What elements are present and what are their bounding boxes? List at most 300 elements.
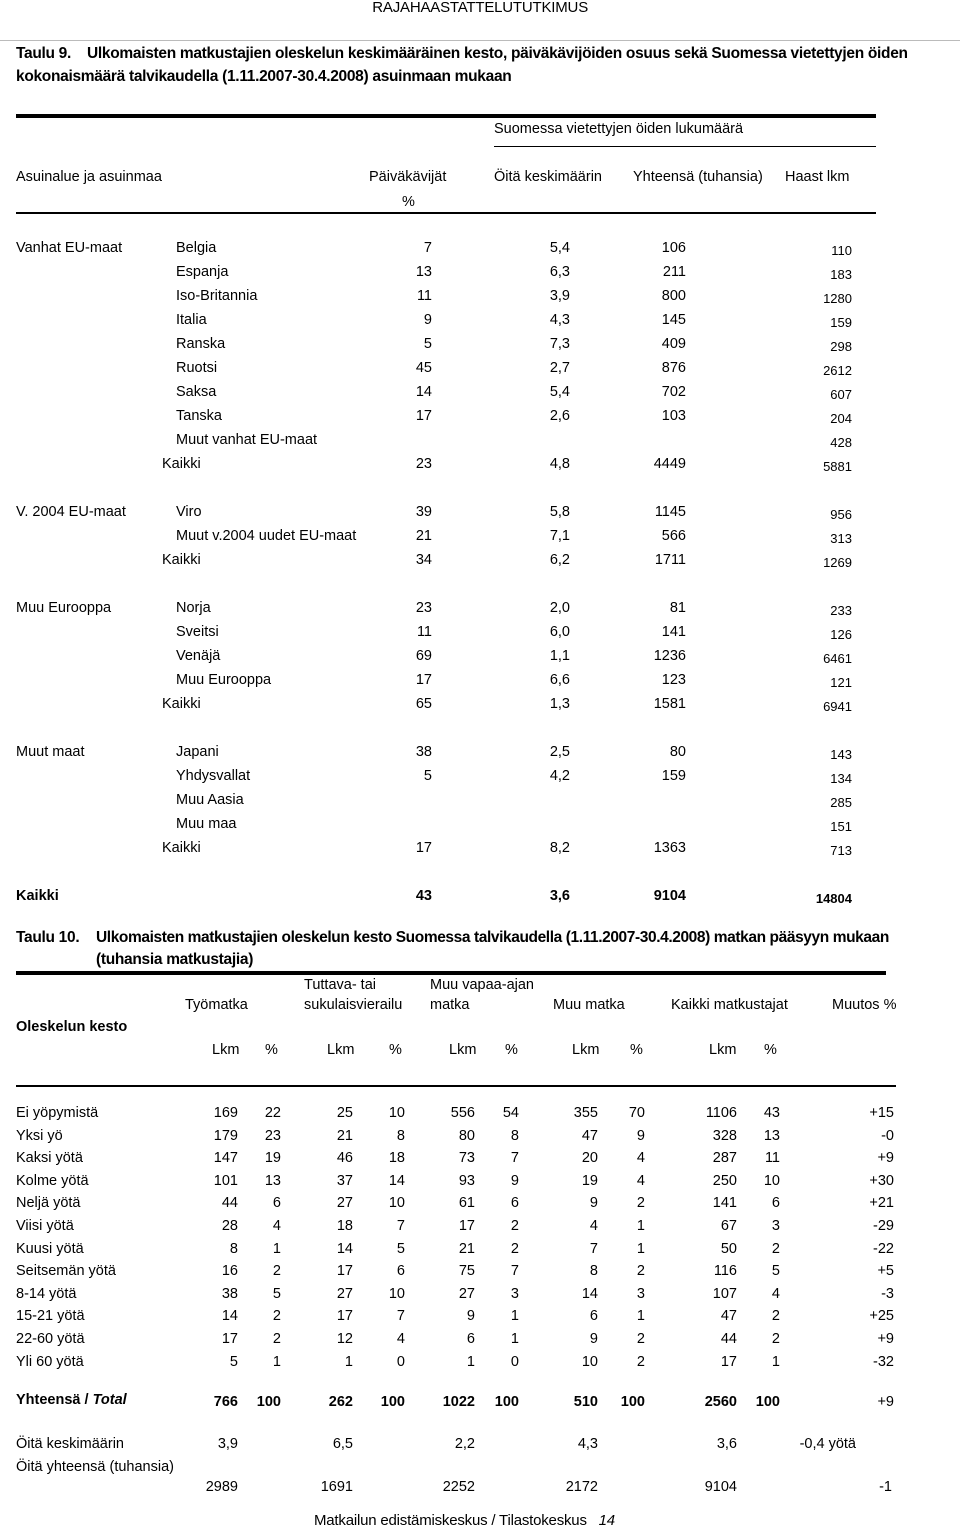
- row-value: 169: [213, 1105, 238, 1121]
- row-country: Ranska: [176, 336, 226, 352]
- table-row-subtotal: [16, 696, 876, 716]
- row-avg: 6,6: [549, 672, 570, 688]
- row-total: 1581: [653, 696, 686, 712]
- row-value: 6: [589, 1308, 598, 1325]
- table-row: [16, 432, 876, 452]
- col-tyomatka: Työmatka: [185, 997, 248, 1013]
- row-value: 7: [510, 1150, 519, 1167]
- row-country: Kaikki: [162, 456, 201, 472]
- row-value: 1: [272, 1240, 281, 1257]
- row-haast: 159: [830, 315, 852, 330]
- row-value: 101: [213, 1172, 238, 1189]
- row-group: Muu Eurooppa: [16, 600, 112, 616]
- table-row-grand-total: [16, 888, 876, 908]
- row-country: Tanska: [176, 408, 222, 424]
- row-value: 8: [589, 1263, 598, 1280]
- row-value: 2: [771, 1308, 780, 1325]
- table-row: [16, 528, 876, 548]
- row-value: 9: [510, 1172, 519, 1189]
- table-row: [16, 288, 876, 308]
- row-pct: 38: [415, 744, 432, 760]
- table-row: [16, 240, 876, 260]
- avg-value: 3,6: [716, 1436, 737, 1452]
- row-value: 1106: [705, 1105, 737, 1121]
- row-avg: 2,7: [549, 360, 570, 376]
- row-value: 3: [636, 1285, 645, 1302]
- row-pct: 13: [415, 264, 432, 280]
- total-value: 100: [755, 1394, 780, 1410]
- row-country: Muut vanhat EU-maat: [176, 432, 318, 448]
- row-haast: 6461: [823, 651, 852, 666]
- row-pct: 5: [423, 336, 432, 352]
- row-label: Kuusi yötä: [16, 1240, 84, 1257]
- row-country: Muu maa: [176, 816, 237, 832]
- row-value: 4: [589, 1218, 598, 1234]
- col-muutos: Muutos %: [832, 997, 897, 1013]
- row-total: 566: [661, 528, 686, 544]
- row-value: 13: [264, 1172, 281, 1189]
- total-change: +9: [877, 1394, 894, 1410]
- row-pct: 69: [415, 648, 432, 664]
- row-value: 9: [466, 1308, 475, 1325]
- row-total: 1711: [654, 552, 686, 568]
- row-value: 1: [344, 1353, 353, 1370]
- row-value: 10: [581, 1353, 598, 1370]
- row-total: 211: [662, 264, 686, 280]
- row-value: 9: [589, 1195, 598, 1212]
- row-change: +9: [877, 1150, 894, 1167]
- row-total: 1236: [653, 648, 686, 664]
- row-value: 4: [636, 1172, 645, 1189]
- table9-col-day-unit: %: [402, 194, 415, 210]
- table9-col-region: Asuinalue ja asuinmaa: [16, 169, 162, 185]
- row-value: 7: [510, 1263, 519, 1280]
- row-haast: 183: [830, 267, 852, 282]
- row-group: Vanhat EU-maat: [16, 240, 123, 256]
- row-avg: 6,0: [549, 624, 570, 640]
- row-value: 21: [458, 1240, 475, 1257]
- table-row: [16, 384, 876, 404]
- row-total: 123: [661, 672, 686, 688]
- row-country: Kaikki: [162, 840, 201, 856]
- row-value: 9: [636, 1127, 645, 1144]
- row-value: 18: [336, 1218, 353, 1234]
- table-row: [16, 648, 876, 668]
- row-pct: 7: [423, 240, 432, 256]
- row-label: 8-14 yötä: [16, 1285, 77, 1302]
- row-value: 1: [466, 1353, 475, 1370]
- row-avg: 2,0: [549, 600, 570, 616]
- total-label: [16, 1392, 127, 1408]
- row-pct: 23: [415, 600, 432, 616]
- row-value: 2: [771, 1331, 780, 1347]
- row-haast: 143: [830, 747, 852, 762]
- row-value: 20: [581, 1150, 598, 1167]
- row-value: 9: [589, 1331, 598, 1347]
- total-label-italic: Total: [92, 1392, 127, 1408]
- row-change: -32: [873, 1353, 894, 1370]
- row-avg: 4,2: [549, 768, 570, 784]
- row-avg: 5,8: [549, 504, 570, 520]
- row-country: Kaikki: [162, 696, 201, 712]
- avg-change: -0,4 yötä: [799, 1436, 856, 1452]
- row-country: Norja: [176, 600, 211, 616]
- table-row: [16, 312, 876, 332]
- row-pct: 5: [423, 768, 432, 784]
- row-label: Yli 60 yötä: [16, 1353, 84, 1370]
- row-change: -29: [873, 1218, 894, 1234]
- row-avg: 4,8: [549, 456, 570, 472]
- row-value: 14: [581, 1285, 598, 1302]
- table-row: [16, 792, 876, 812]
- avg-value: 6,5: [332, 1436, 353, 1452]
- row-total: 81: [669, 600, 686, 616]
- row-value: 141: [712, 1195, 737, 1212]
- table-row: [16, 264, 876, 284]
- row-value: 44: [221, 1195, 238, 1212]
- row-value: 2: [510, 1218, 519, 1234]
- row-value: 10: [763, 1172, 780, 1189]
- table-row: [16, 408, 876, 428]
- row-pct: 11: [416, 288, 432, 304]
- row-country: Muu Aasia: [176, 792, 244, 808]
- row-value: 1: [771, 1353, 780, 1370]
- row-avg: 3,6: [549, 888, 570, 904]
- row-country: Belgia: [176, 240, 217, 256]
- sum-value: 1691: [320, 1479, 353, 1495]
- row-haast: 110: [831, 243, 852, 258]
- row-change: +30: [869, 1172, 894, 1189]
- row-haast: 298: [830, 339, 852, 354]
- row-label: 15-21 yötä: [16, 1308, 85, 1325]
- row-value: 10: [388, 1105, 405, 1121]
- total-value: 100: [380, 1394, 405, 1410]
- row-country: Kaikki: [162, 552, 201, 568]
- row-label: Yksi yö: [16, 1127, 63, 1144]
- row-value: 6: [510, 1195, 519, 1212]
- row-country: Venäjä: [176, 648, 221, 664]
- row-value: 1: [510, 1308, 519, 1325]
- row-pct: 17: [415, 840, 432, 856]
- table10-header-rule: [16, 1085, 896, 1087]
- row-total: 1145: [654, 504, 686, 520]
- row-value: 2: [636, 1353, 645, 1370]
- row-label: Ei yöpymistä: [16, 1105, 99, 1121]
- row-avg: 5,4: [549, 384, 570, 400]
- row-value: 6: [396, 1263, 405, 1280]
- row-value: 5: [396, 1240, 405, 1257]
- table10-label: Taulu 10.: [16, 929, 80, 946]
- table-row: [16, 336, 876, 356]
- row-country: Muut v.2004 uudet EU-maat: [176, 528, 357, 544]
- row-value: 28: [221, 1218, 238, 1234]
- total-value: 262: [328, 1394, 353, 1410]
- row-total: 80: [669, 744, 686, 760]
- table9-col-day: Päiväkävijät: [369, 169, 447, 185]
- row-value: 61: [458, 1195, 475, 1212]
- row-haast: 204: [830, 411, 852, 426]
- unit-pct: %: [630, 1042, 643, 1058]
- row-value: 328: [712, 1127, 737, 1144]
- table-row: [16, 360, 876, 380]
- row-country: Viro: [176, 504, 202, 520]
- row-change: -22: [873, 1240, 894, 1257]
- table9-caption-line2: kokonaismäärä talvikaudella (1.11.2007-30.4.2008) asuinmaan mukaan: [16, 68, 512, 85]
- row-pct: 45: [415, 360, 432, 376]
- row-pct: 39: [415, 504, 432, 520]
- avg-label: Öitä keskimäärin: [16, 1436, 124, 1452]
- row-value: 23: [264, 1127, 281, 1144]
- row-value: 4: [771, 1285, 780, 1302]
- row-pct: 43: [415, 888, 432, 904]
- table-row: [16, 768, 876, 788]
- row-value: 4: [272, 1218, 281, 1234]
- row-value: 80: [458, 1127, 475, 1144]
- row-pct: 17: [415, 672, 432, 688]
- row-country: Ruotsi: [176, 360, 218, 376]
- footer: [314, 1512, 615, 1529]
- row-avg: 2,6: [549, 408, 570, 424]
- row-value: 19: [264, 1150, 281, 1167]
- row-value: 14: [388, 1172, 405, 1189]
- col-vapaa-line2: matka: [430, 997, 470, 1013]
- row-haast: 14804: [815, 891, 852, 906]
- row-value: 116: [713, 1263, 737, 1280]
- row-value: 2: [636, 1331, 645, 1347]
- row-total: 800: [661, 288, 686, 304]
- table-row-subtotal: [16, 552, 876, 572]
- table10-caption-line1: Ulkomaisten matkustajien oleskelun kesto Suomessa talvikaudella (1.11.2007-30.4.2008) matkan pääsyyn mukaan: [96, 929, 889, 946]
- row-value: 2: [272, 1263, 281, 1280]
- total-value: 510: [573, 1394, 598, 1410]
- col-vapaa-line1: Muu vapaa-ajan: [430, 977, 534, 993]
- row-value: 19: [581, 1172, 598, 1189]
- row-value: 6: [771, 1195, 780, 1212]
- row-haast: 1269: [823, 555, 852, 570]
- row-value: 17: [458, 1218, 475, 1234]
- row-value: 7: [589, 1240, 598, 1257]
- row-value: 14: [221, 1308, 238, 1325]
- row-value: 3: [510, 1285, 519, 1302]
- col-tuttava-line1: Tuttava- tai: [304, 977, 376, 993]
- row-country: Japani: [176, 744, 219, 760]
- row-change: +5: [877, 1263, 894, 1280]
- row-value: 3: [771, 1218, 780, 1234]
- row-label: Viisi yötä: [16, 1218, 74, 1234]
- col-muu-matka: Muu matka: [553, 997, 625, 1013]
- row-avg: 3,9: [549, 288, 570, 304]
- row-value: 93: [458, 1172, 475, 1189]
- table-row: [16, 600, 876, 620]
- row-value: 54: [502, 1105, 519, 1121]
- unit-lkm: Lkm: [327, 1042, 355, 1058]
- row-value: 1: [272, 1353, 281, 1370]
- row-value: 75: [458, 1263, 475, 1280]
- row-value: 5: [771, 1263, 780, 1280]
- row-value: 2: [636, 1195, 645, 1212]
- row-change: +25: [869, 1308, 894, 1325]
- row-change: +21: [869, 1195, 894, 1212]
- row-haast: 1280: [823, 291, 852, 306]
- header-divider: [0, 40, 960, 41]
- row-pct: 23: [415, 456, 432, 472]
- row-value: 10: [388, 1195, 405, 1212]
- row-value: 50: [720, 1240, 737, 1257]
- row-label: Neljä yötä: [16, 1195, 81, 1212]
- row-value: 2: [510, 1240, 519, 1257]
- row-avg: 4,3: [549, 312, 570, 328]
- row-total: 409: [661, 336, 686, 352]
- unit-lkm: Lkm: [212, 1042, 240, 1058]
- row-avg: 8,2: [549, 840, 570, 856]
- unit-pct: %: [505, 1042, 518, 1058]
- row-value: 27: [458, 1285, 475, 1302]
- table9-col-avg: Öitä keskimäärin: [494, 169, 602, 185]
- sum-value: 2172: [565, 1479, 598, 1495]
- row-value: 10: [388, 1285, 405, 1302]
- row-value: 7: [396, 1308, 405, 1325]
- row-value: 44: [720, 1331, 737, 1347]
- row-value: 250: [712, 1172, 737, 1189]
- unit-lkm: Lkm: [709, 1042, 737, 1058]
- unit-lkm: Lkm: [449, 1042, 477, 1058]
- row-value: 70: [628, 1105, 645, 1121]
- row-pct: 14: [415, 384, 432, 400]
- row-value: 27: [336, 1285, 353, 1302]
- row-value: 7: [396, 1218, 405, 1234]
- row-value: 27: [336, 1195, 353, 1212]
- row-haast: 126: [830, 627, 852, 642]
- row-label: 22-60 yötä: [16, 1331, 85, 1347]
- row-value: 16: [221, 1263, 238, 1280]
- row-value: 1: [510, 1331, 519, 1347]
- avg-value: 3,9: [217, 1436, 238, 1452]
- row-value: 43: [763, 1105, 780, 1121]
- row-total: 9104: [653, 888, 686, 904]
- row-value: 8: [229, 1240, 238, 1257]
- row-total: 141: [661, 624, 686, 640]
- row-pct: 9: [423, 312, 432, 328]
- row-value: 4: [636, 1150, 645, 1167]
- col-kaikki: Kaikki matkustajat: [671, 997, 788, 1013]
- page-header: [0, 0, 960, 42]
- row-value: 11: [764, 1150, 780, 1167]
- row-value: 6: [466, 1331, 475, 1347]
- row-value: 1: [636, 1308, 645, 1325]
- row-avg: 1,1: [549, 648, 570, 664]
- row-value: 47: [581, 1127, 598, 1144]
- table-row: [16, 816, 876, 836]
- row-value: 37: [336, 1172, 353, 1189]
- row-value: 46: [336, 1150, 353, 1167]
- row-value: 38: [221, 1285, 238, 1302]
- row-value: 5: [229, 1353, 238, 1370]
- row-value: 8: [396, 1127, 405, 1144]
- table9-top-rule: [16, 114, 876, 118]
- row-pct: 21: [415, 528, 432, 544]
- total-label-text: Yhteensä /: [16, 1392, 93, 1408]
- row-change: +9: [877, 1331, 894, 1347]
- row-value: 4: [396, 1331, 405, 1347]
- row-value: 6: [272, 1195, 281, 1212]
- table9-caption-line1: Ulkomaisten matkustajien oleskelun keskimääräinen kesto, päiväkävijöiden osuus sekä Suomessa vietettyjen öiden: [87, 45, 908, 62]
- row-country: Italia: [176, 312, 207, 328]
- row-value: 2: [636, 1263, 645, 1280]
- total-value: 100: [494, 1394, 519, 1410]
- row-value: 12: [336, 1331, 353, 1347]
- table9-header-rule: [16, 212, 876, 214]
- row-total: 702: [661, 384, 686, 400]
- row-pct: 17: [415, 408, 432, 424]
- col-tuttava-line2: sukulaisvierailu: [304, 997, 403, 1013]
- row-label: Kolme yötä: [16, 1172, 89, 1189]
- row-value: 107: [712, 1285, 737, 1302]
- sum-value: 9104: [704, 1479, 737, 1495]
- row-value: 21: [336, 1127, 353, 1144]
- table-row: [16, 624, 876, 644]
- table-row-subtotal: [16, 840, 876, 860]
- unit-pct: %: [764, 1042, 777, 1058]
- row-country: Espanja: [176, 264, 229, 280]
- row-haast: 134: [830, 771, 852, 786]
- row-value: 8: [510, 1127, 519, 1144]
- row-value: 67: [720, 1218, 737, 1234]
- row-value: 25: [336, 1105, 353, 1121]
- row-value: 13: [763, 1127, 780, 1144]
- table-row: [16, 672, 876, 692]
- row-change: -0: [881, 1127, 894, 1144]
- row-country: Saksa: [176, 384, 217, 400]
- row-avg: 2,5: [549, 744, 570, 760]
- row-total: 106: [661, 240, 686, 256]
- row-value: 2: [272, 1308, 281, 1325]
- row-value: 1: [636, 1218, 645, 1234]
- row-avg: 7,1: [549, 528, 570, 544]
- row-value: 355: [573, 1105, 598, 1121]
- table-row: [16, 744, 876, 764]
- row-change: -3: [881, 1285, 894, 1302]
- row-country: Iso-Britannia: [176, 288, 258, 304]
- sum-value: 2252: [442, 1479, 475, 1495]
- unit-pct: %: [389, 1042, 402, 1058]
- total-value: 100: [256, 1394, 281, 1410]
- row-total: 145: [661, 312, 686, 328]
- header-title: RAJAHAASTATTELUTUTKIMUS: [372, 0, 588, 16]
- row-value: 17: [336, 1308, 353, 1325]
- row-value: 2: [771, 1240, 780, 1257]
- table9-col-haast: Haast lkm: [785, 169, 850, 185]
- row-haast: 5881: [823, 459, 852, 474]
- row-haast: 428: [830, 435, 852, 450]
- total-value: 766: [213, 1394, 238, 1410]
- row-total: 103: [661, 408, 686, 424]
- row-value: 0: [510, 1353, 519, 1370]
- table10-caption-line2: (tuhansia matkustajia): [96, 951, 254, 968]
- sum-label: Öitä yhteensä (tuhansia): [16, 1459, 174, 1475]
- row-group: Kaikki: [16, 888, 59, 904]
- row-avg: 6,3: [549, 264, 570, 280]
- row-haast: 285: [830, 795, 852, 810]
- table-row: [16, 504, 876, 524]
- row-haast: 2612: [823, 363, 852, 378]
- row-value: 556: [450, 1105, 475, 1121]
- total-value: 1022: [442, 1394, 475, 1410]
- row-country: Sveitsi: [176, 624, 219, 640]
- total-value: 2560: [704, 1394, 737, 1410]
- row-value: 17: [221, 1331, 238, 1347]
- row-total: 1363: [653, 840, 686, 856]
- sum-value: 2989: [205, 1479, 238, 1495]
